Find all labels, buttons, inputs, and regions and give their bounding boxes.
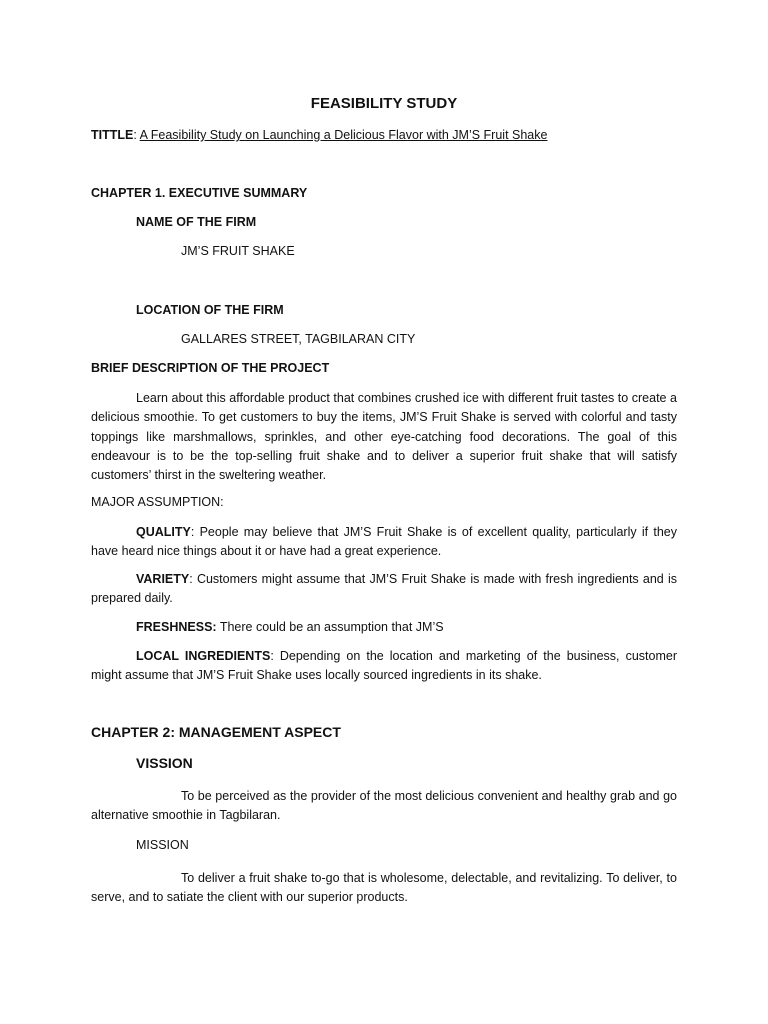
local-ingredients-label: LOCAL INGREDIENTS (136, 649, 271, 663)
variety-text: : Customers might assume that JM’S Fruit Shake is made with fresh ingredients and is prepared daily. (91, 572, 677, 606)
chapter-1-heading: CHAPTER 1. EXECUTIVE SUMMARY (91, 186, 308, 200)
tittle-label: TITTLE (91, 128, 134, 142)
freshness-paragraph (91, 618, 677, 637)
variety-paragraph (91, 570, 677, 609)
variety-label: VARIETY (136, 572, 190, 586)
freshness-text: There could be an assumption that JM’S (216, 620, 444, 634)
local-ingredients-paragraph (91, 647, 677, 686)
location-of-firm-value: GALLARES STREET, TAGBILARAN CITY (181, 332, 416, 346)
quality-paragraph (91, 523, 677, 562)
tittle-separator: : (133, 128, 137, 142)
brief-description-text: Learn about this affordable product that combines crushed ice with different fruit tastes to create a delicious smoothie. To get customers to buy the items, JM’S Fruit Shake is served with colorful and tasty toppings like marshmallows, sprinkles, and other eye-catching food decorations. The goal of this endeavour is to be the top-selling fruit shake and to deliver a superior fruit shake that will satisfy customers’ thirst in the sweltering weather. (91, 391, 677, 483)
quality-label: QUALITY (136, 525, 191, 539)
tittle-value: A Feasibility Study on Launching a Delicious Flavor with JM’S Fruit Shake (139, 128, 548, 142)
name-of-firm-value: JM’S FRUIT SHAKE (181, 244, 295, 258)
page-title: FEASIBILITY STUDY (310, 95, 458, 112)
vission-heading: VISSION (136, 755, 193, 771)
freshness-label: FRESHNESS: (136, 620, 217, 634)
chapter-2-heading: CHAPTER 2: MANAGEMENT ASPECT (91, 724, 341, 740)
mission-heading: MISSION (136, 838, 189, 852)
vission-text: To be perceived as the provider of the most delicious convenient and healthy grab and go alternative smoothie in Tagbilaran. (91, 789, 677, 823)
mission-text: To deliver a fruit shake to-go that is wholesome, delectable, and revitalizing. To deliver, to serve, and to satiate the client with our superior products. (91, 871, 677, 905)
local-ingredients-text: : Depending on the location and marketing of the business, customer might assume that JM’S Fruit Shake uses locally sourced ingredients in its shake. (91, 649, 677, 683)
tittle-line (91, 128, 547, 142)
quality-text: : People may believe that JM’S Fruit Shake is of excellent quality, particularly if they have heard nice things about it or have had a great experience. (91, 525, 677, 559)
name-of-firm-heading: NAME OF THE FIRM (136, 215, 257, 229)
location-of-firm-heading: LOCATION OF THE FIRM (136, 303, 284, 317)
brief-description-heading: BRIEF DESCRIPTION OF THE PROJECT (91, 361, 330, 375)
major-assumption-heading: MAJOR ASSUMPTION: (91, 495, 224, 509)
